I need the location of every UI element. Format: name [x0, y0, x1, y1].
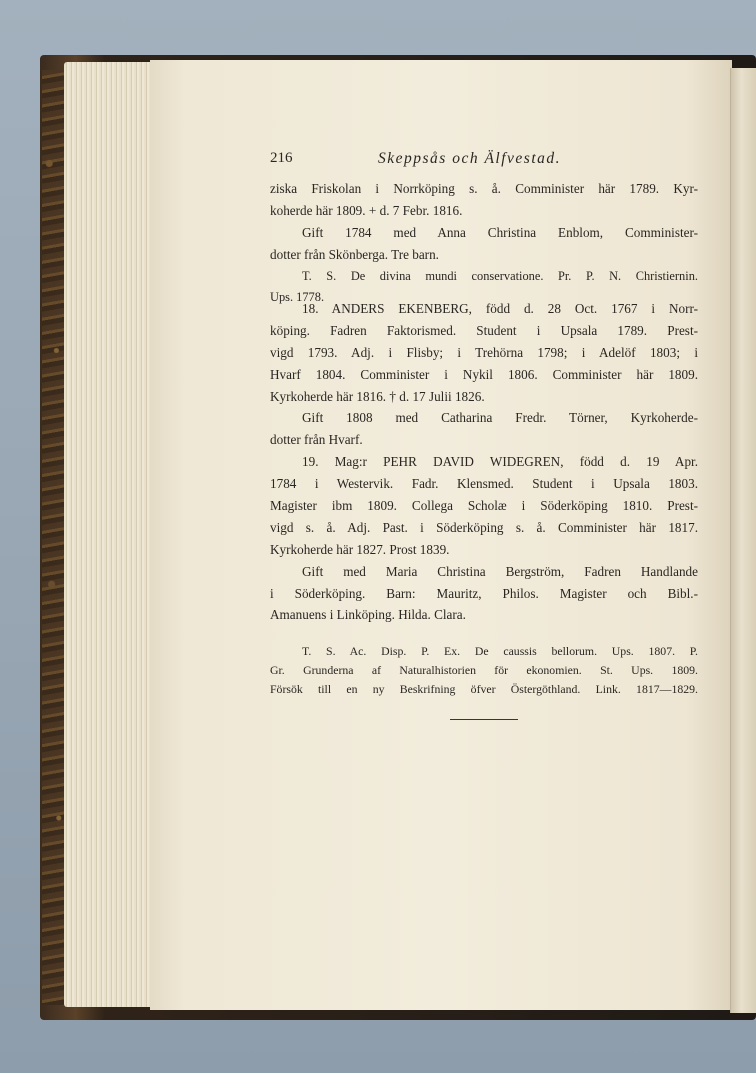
text-line: Hvarf 1804. Comminister i Nykil 1806. Comminister här 1809.: [270, 366, 698, 382]
text-line: Gift med Maria Christina Bergström, Fadren Handlande: [302, 563, 698, 579]
text-block-writings: [270, 642, 698, 699]
text-line: dotter från Skönberga. Tre barn.: [270, 246, 439, 262]
text-line: 1784 i Westervik. Fadr. Klensmed. Student i Upsala 1803.: [270, 476, 698, 492]
text-line: koherde här 1809. + d. 7 Febr. 1816.: [270, 202, 463, 218]
text-line: köping. Fadren Faktorismed. Student i Upsala 1789. Prest-: [270, 322, 698, 338]
text-line: Gift 1808 med Catharina Fredr. Törner, Kyrkoherde-: [302, 410, 698, 426]
text-line: Amanuens i Linköping. Hilda. Clara.: [270, 607, 466, 623]
text-line: Gift 1784 med Anna Christina Enblom, Comminister-: [302, 224, 698, 240]
end-rule: [450, 719, 518, 720]
text-block-entry-17-end: [270, 178, 698, 309]
page-edges: [64, 62, 164, 1007]
page-number: 216: [270, 150, 293, 166]
running-title: Skeppsås och Älfvestad.: [378, 150, 562, 167]
text-line: Ups. 1778.: [270, 290, 325, 305]
marbled-spine: [42, 70, 66, 1005]
text-line: Gr. Grunderna af Naturalhistorien för ekonomien. St. Ups. 1809.: [270, 663, 698, 677]
text-line: Kyrkoherde här 1827. Prost 1839.: [270, 541, 450, 557]
text-line: T. S. Ac. Disp. P. Ex. De caussis bellorum. Ups. 1807. P.: [302, 644, 698, 658]
text-line: vigd s. å. Adj. Past. i Söderköping s. å. Comminister här 1817.: [270, 519, 698, 535]
text-block-entries-18-19: [270, 298, 698, 626]
text-line: 18. ANDERS EKENBERG, född d. 28 Oct. 1767 i Norr-: [302, 301, 698, 316]
text-line: ziska Friskolan i Norrköping s. å. Comminister här 1789. Kyr-: [270, 181, 698, 196]
facing-leaf: [730, 68, 756, 1013]
text-line: i Söderköping. Barn: Mauritz, Philos. Magister och Bibl.-: [270, 585, 698, 601]
text-line: Försök till en ny Beskrifning öfver Östergöthland. Link. 1817—1829.: [270, 682, 698, 696]
text-line: vigd 1793. Adj. i Flisby; i Trehörna 1798; i Adelöf 1803; i: [270, 344, 698, 360]
text-line: dotter från Hvarf.: [270, 432, 363, 448]
text-line: T. S. De divina mundi conservatione. Pr. P. N. Christiernin.: [302, 268, 698, 283]
page-header: [270, 150, 698, 172]
text-line: Magister ibm 1809. Collega Scholæ i Söderköping 1810. Prest-: [270, 498, 698, 514]
text-line: Kyrkoherde här 1816. † d. 17 Julii 1826.: [270, 388, 485, 404]
text-line: 19. Mag:r PEHR DAVID WIDEGREN, född d. 19 Apr.: [302, 454, 698, 470]
